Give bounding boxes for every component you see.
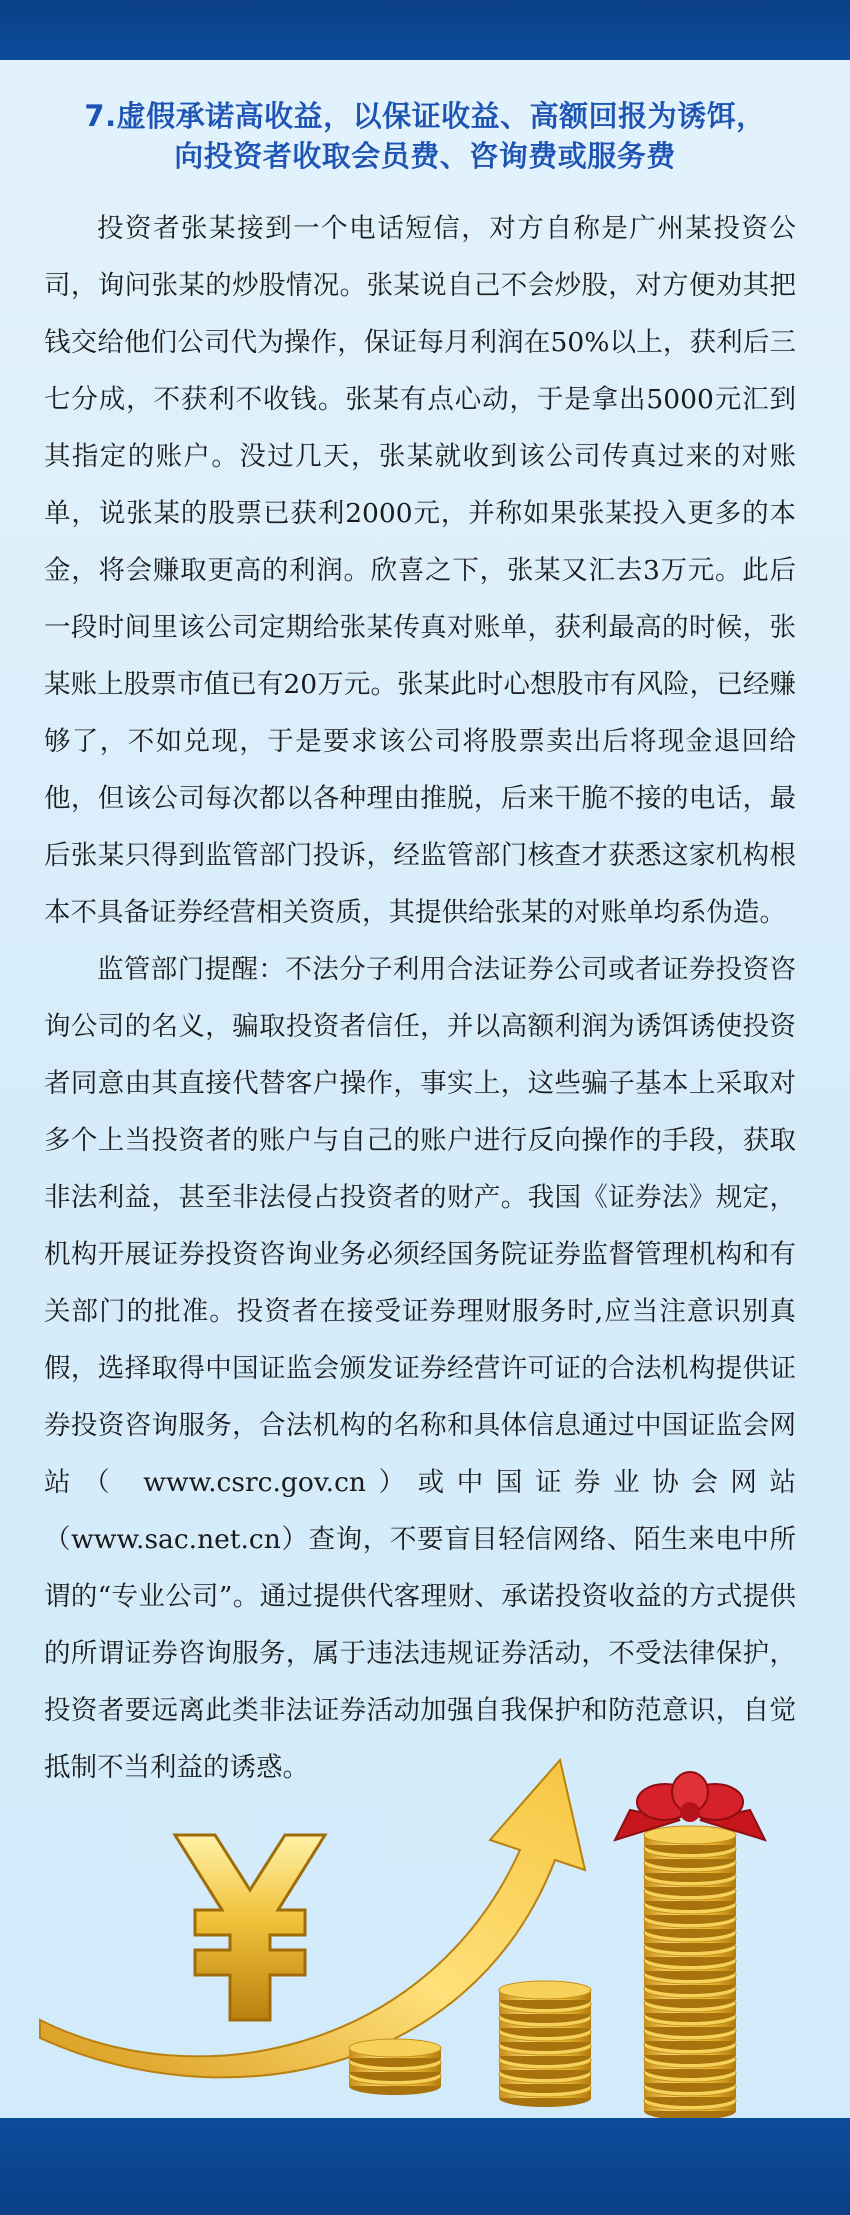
case-paragraph: 投资者张某接到一个电话短信，对方自称是广州某投资公司，询问张某的炒股情况。张某说自己不会炒股，对方便劝其把钱交给他们公司代为操作，保证每月利润在50%以上，获利后三七分成，不获利不收钱。张某有点心动，于是拿出5000元汇到其指定的账户。没过几天，张某就收到该公司传真过来的对账单，说张某的股票已获利2000元，并称如果张某投入更多的本金，将会赚取更高的利润。欣喜之下，张某又汇去3万元。此后一段时间里该公司定期给张某传真对账单，获利最高的时候，张某账上股票市值已有20万元。张某此时心想股市有风险，已经赚够了，不如兑现，于是要求该公司将股票卖出后将现金退回给他，但该公司每次都以各种理由推脱，后来干脆不接的电话，最后张某只得到监管部门投诉，经监管部门核查才获悉这家机构根本不具备证券经营相关资质，其提供给张某的对账单均系伪造。 (44, 213, 796, 928)
title-line-1: 7.虚假承诺高收益，以保证收益、高额回报为诱饵， (84, 99, 766, 133)
title-line-2: 向投资者收取会员费、咨询费或服务费 (174, 139, 676, 173)
page-title (40, 96, 810, 176)
article-body (44, 200, 796, 1796)
coin-stack-icon (349, 2039, 441, 2095)
regulator-reminder-paragraph: 监管部门提醒：不法分子利用合法证券公司或者证券投资咨询公司的名义，骗取投资者信任，并以高额利润为诱饵诱使投资者同意由其直接代替客户操作，事实上，这些骗子基本上采取对多个上当投资者的账户与自己的账户进行反向操作的手段，获取非法利益，甚至非法侵占投资者的财产。我国《证券法》规定，机构开展证券投资咨询业务必须经国务院证券监督管理机构和有关部门的批准。投资者在接受证券理财服务时,应当注意识别真假，选择取得中国证监会颁发证券经营许可证的合法机构提供证券投资咨询服务，合法机构的名称和具体信息通过中国证监会网站（ www.csrc.gov.cn）或中国证券业协会网站（www.sac.net.cn）查询，不要盲目轻信网络、陌生来电中所谓的“专业公司”。通过提供代客理财、承诺投资收益的方式提供的所谓证券咨询服务，属于违法违规证券活动，不受法律保护，投资者要远离此类非法证券活动加强自我保护和防范意识，自觉抵制不当利益的诱惑。 (44, 954, 796, 1783)
gold-coins-illustration (0, 1720, 850, 2120)
top-banner-bar (0, 0, 850, 60)
yuan-symbol-icon (175, 1835, 325, 2020)
coin-stack-icon (499, 1981, 591, 2107)
coin-stack-icon (644, 1826, 736, 2120)
bottom-banner-bar (0, 2118, 850, 2215)
